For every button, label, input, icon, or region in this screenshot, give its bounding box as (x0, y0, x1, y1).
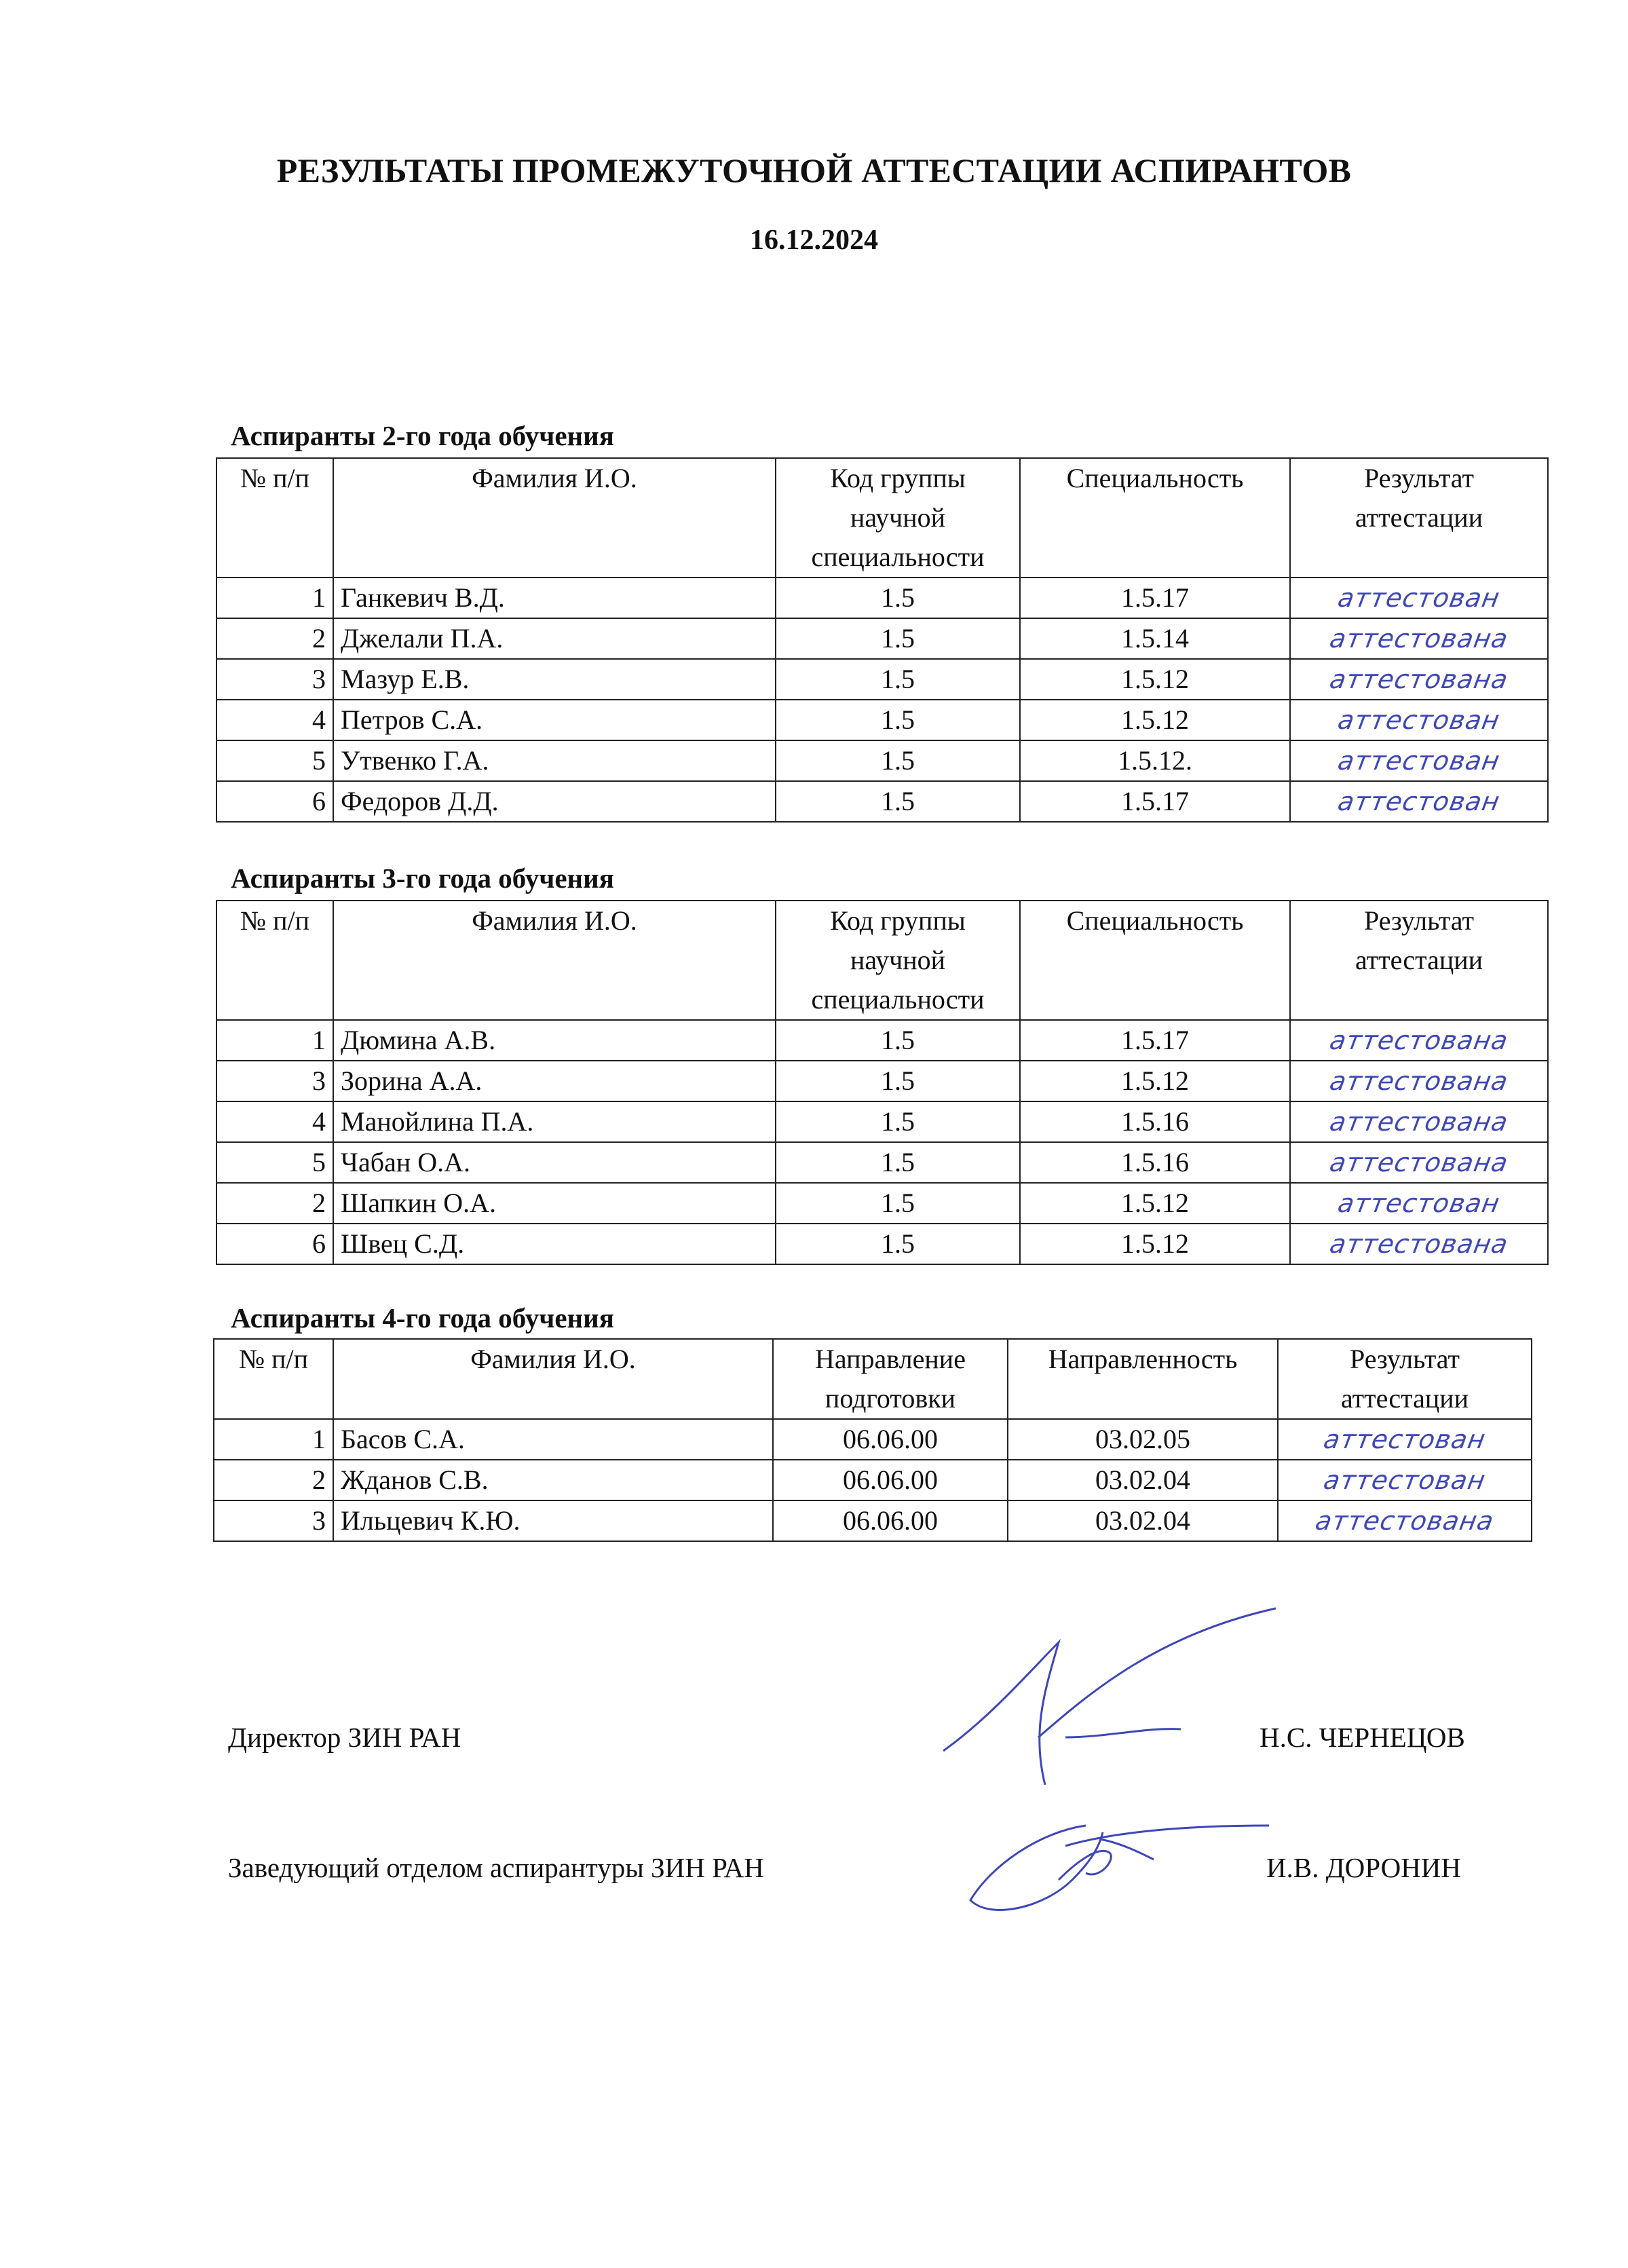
signatory-name-head: И.В. ДОРОНИН (1266, 1852, 1462, 1883)
table-header-row (216, 901, 1548, 1020)
row-specialty: 1.5.12 (1020, 1183, 1290, 1224)
row-number: 2 (216, 618, 333, 659)
document-date: 16.12.2024 (750, 225, 878, 256)
results-table-year-3 (216, 900, 1549, 1265)
row-number: 1 (216, 1020, 333, 1061)
table-row (214, 1419, 1532, 1460)
row-code: 1.5 (776, 781, 1020, 822)
header-result: Результат аттестации (1290, 458, 1548, 578)
table-row (214, 1460, 1532, 1500)
row-direction: 06.06.00 (773, 1419, 1008, 1460)
row-result-handwritten (1290, 1224, 1548, 1264)
row-specialty: 1.5.16 (1020, 1101, 1290, 1142)
row-result-handwritten (1290, 578, 1548, 618)
handwritten-result: аттестован (1336, 746, 1502, 776)
table-header-row (216, 458, 1548, 578)
table-row (216, 659, 1548, 700)
row-number: 6 (216, 781, 333, 822)
row-number: 3 (216, 659, 333, 700)
row-name: Шапкин О.А. (333, 1183, 776, 1224)
row-result-handwritten (1278, 1460, 1532, 1500)
row-number: 4 (216, 700, 333, 740)
row-name: Федоров Д.Д. (333, 781, 776, 822)
handwritten-result: аттестован (1321, 1424, 1488, 1454)
row-code: 1.5 (776, 740, 1020, 781)
header-number: № п/п (216, 901, 333, 1020)
header-name: Фамилия И.О. (333, 901, 776, 1020)
row-name: Манойлина П.А. (333, 1101, 776, 1142)
header-result: Результат аттестации (1278, 1339, 1532, 1419)
header-number: № п/п (216, 458, 333, 578)
row-result-handwritten (1290, 1183, 1548, 1224)
row-number: 2 (214, 1460, 333, 1500)
header-name: Фамилия И.О. (333, 1339, 773, 1419)
row-number: 3 (216, 1061, 333, 1101)
row-code: 1.5 (776, 1020, 1020, 1061)
row-result-handwritten (1290, 740, 1548, 781)
handwritten-result: аттестована (1327, 1066, 1511, 1096)
table-row (216, 578, 1548, 618)
table-row (216, 618, 1548, 659)
row-code: 1.5 (776, 659, 1020, 700)
table-row (216, 1183, 1548, 1224)
table-row (216, 1142, 1548, 1183)
row-specialty: 1.5.12 (1020, 700, 1290, 740)
row-name: Джелали П.А. (333, 618, 776, 659)
row-specialty: 1.5.12 (1020, 1224, 1290, 1264)
row-number: 2 (216, 1183, 333, 1224)
table-row (216, 1061, 1548, 1101)
table-row (216, 700, 1548, 740)
row-code: 1.5 (776, 1183, 1020, 1224)
handwritten-result: аттестована (1327, 1148, 1511, 1177)
handwritten-result: аттестован (1336, 787, 1502, 816)
table-row (216, 1224, 1548, 1264)
row-name: Дюмина А.В. (333, 1020, 776, 1061)
header-code: Код группы научной специальности (776, 458, 1020, 578)
row-focus: 03.02.04 (1008, 1500, 1278, 1541)
row-code: 1.5 (776, 618, 1020, 659)
row-specialty: 1.5.12 (1020, 659, 1290, 700)
row-name: Ильцевич К.Ю. (333, 1500, 773, 1541)
handwritten-result: аттестована (1313, 1506, 1496, 1536)
row-number: 4 (216, 1101, 333, 1142)
table-row (216, 740, 1548, 781)
row-result-handwritten (1290, 1101, 1548, 1142)
row-code: 1.5 (776, 1224, 1020, 1264)
row-direction: 06.06.00 (773, 1460, 1008, 1500)
section-heading-year-3: Аспиранты 3-го года обучения (231, 863, 614, 894)
row-number: 5 (216, 1142, 333, 1183)
row-code: 1.5 (776, 578, 1020, 618)
row-result-handwritten (1290, 700, 1548, 740)
handwritten-result: аттестована (1327, 1107, 1511, 1137)
handwritten-result: аттестован (1321, 1465, 1488, 1495)
handwritten-result: аттестована (1327, 1025, 1511, 1055)
row-code: 1.5 (776, 1101, 1020, 1142)
row-name: Зорина А.А. (333, 1061, 776, 1101)
row-number: 6 (216, 1224, 333, 1264)
signatory-position-head: Заведующий отделом аспирантуры ЗИН РАН (228, 1852, 764, 1883)
header-focus: Направленность (1008, 1339, 1278, 1419)
signatory-name-director: Н.С. ЧЕРНЕЦОВ (1260, 1722, 1465, 1753)
section-heading-year-4: Аспиранты 4-го года обучения (231, 1302, 614, 1334)
handwritten-result: аттестован (1336, 705, 1502, 735)
section-heading-year-2: Аспиранты 2-го года обучения (231, 420, 614, 451)
head-signature-mark (964, 1805, 1276, 1927)
row-result-handwritten (1290, 1020, 1548, 1061)
row-result-handwritten (1290, 659, 1548, 700)
table-row (214, 1500, 1532, 1541)
row-name: Басов С.А. (333, 1419, 773, 1460)
header-result: Результат аттестации (1290, 901, 1548, 1020)
row-specialty: 1.5.12 (1020, 1061, 1290, 1101)
row-focus: 03.02.04 (1008, 1460, 1278, 1500)
row-specialty: 1.5.17 (1020, 578, 1290, 618)
row-name: Утвенко Г.А. (333, 740, 776, 781)
row-name: Швец С.Д. (333, 1224, 776, 1264)
header-name: Фамилия И.О. (333, 458, 776, 578)
row-result-handwritten (1278, 1500, 1532, 1541)
row-specialty: 1.5.16 (1020, 1142, 1290, 1183)
row-result-handwritten (1278, 1419, 1532, 1460)
header-specialty: Специальность (1020, 458, 1290, 578)
row-specialty: 1.5.12. (1020, 740, 1290, 781)
header-number: № п/п (214, 1339, 333, 1419)
results-table-year-2 (216, 457, 1549, 823)
table-row (216, 1101, 1548, 1142)
row-number: 5 (216, 740, 333, 781)
handwritten-result: аттестована (1327, 1229, 1511, 1259)
handwritten-result: аттестована (1327, 664, 1511, 694)
row-name: Петров С.А. (333, 700, 776, 740)
results-table-year-4 (213, 1338, 1532, 1542)
table-row (216, 781, 1548, 822)
handwritten-result: аттестован (1336, 583, 1502, 613)
document-title: РЕЗУЛЬТАТЫ ПРОМЕЖУТОЧНОЙ АТТЕСТАЦИИ АСПИРАНТОВ (276, 151, 1352, 189)
signatory-position-director: Директор ЗИН РАН (228, 1722, 461, 1753)
row-direction: 06.06.00 (773, 1500, 1008, 1541)
handwritten-result: аттестован (1336, 1188, 1502, 1218)
row-focus: 03.02.05 (1008, 1419, 1278, 1460)
row-result-handwritten (1290, 1061, 1548, 1101)
header-code: Код группы научной специальности (776, 901, 1020, 1020)
row-code: 1.5 (776, 1061, 1020, 1101)
row-number: 1 (216, 578, 333, 618)
table-header-row (214, 1339, 1532, 1419)
header-direction: Направление подготовки (773, 1339, 1008, 1419)
row-specialty: 1.5.17 (1020, 781, 1290, 822)
table-row (216, 1020, 1548, 1061)
row-number: 3 (214, 1500, 333, 1541)
header-specialty: Специальность (1020, 901, 1290, 1020)
row-name: Мазур Е.В. (333, 659, 776, 700)
row-code: 1.5 (776, 1142, 1020, 1183)
row-number: 1 (214, 1419, 333, 1460)
row-specialty: 1.5.17 (1020, 1020, 1290, 1061)
row-result-handwritten (1290, 781, 1548, 822)
row-result-handwritten (1290, 1142, 1548, 1183)
director-signature-mark (930, 1595, 1283, 1792)
handwritten-result: аттестована (1327, 624, 1511, 654)
row-name: Жданов С.В. (333, 1460, 773, 1500)
row-code: 1.5 (776, 700, 1020, 740)
row-specialty: 1.5.14 (1020, 618, 1290, 659)
row-name: Ганкевич В.Д. (333, 578, 776, 618)
row-result-handwritten (1290, 618, 1548, 659)
row-name: Чабан О.А. (333, 1142, 776, 1183)
